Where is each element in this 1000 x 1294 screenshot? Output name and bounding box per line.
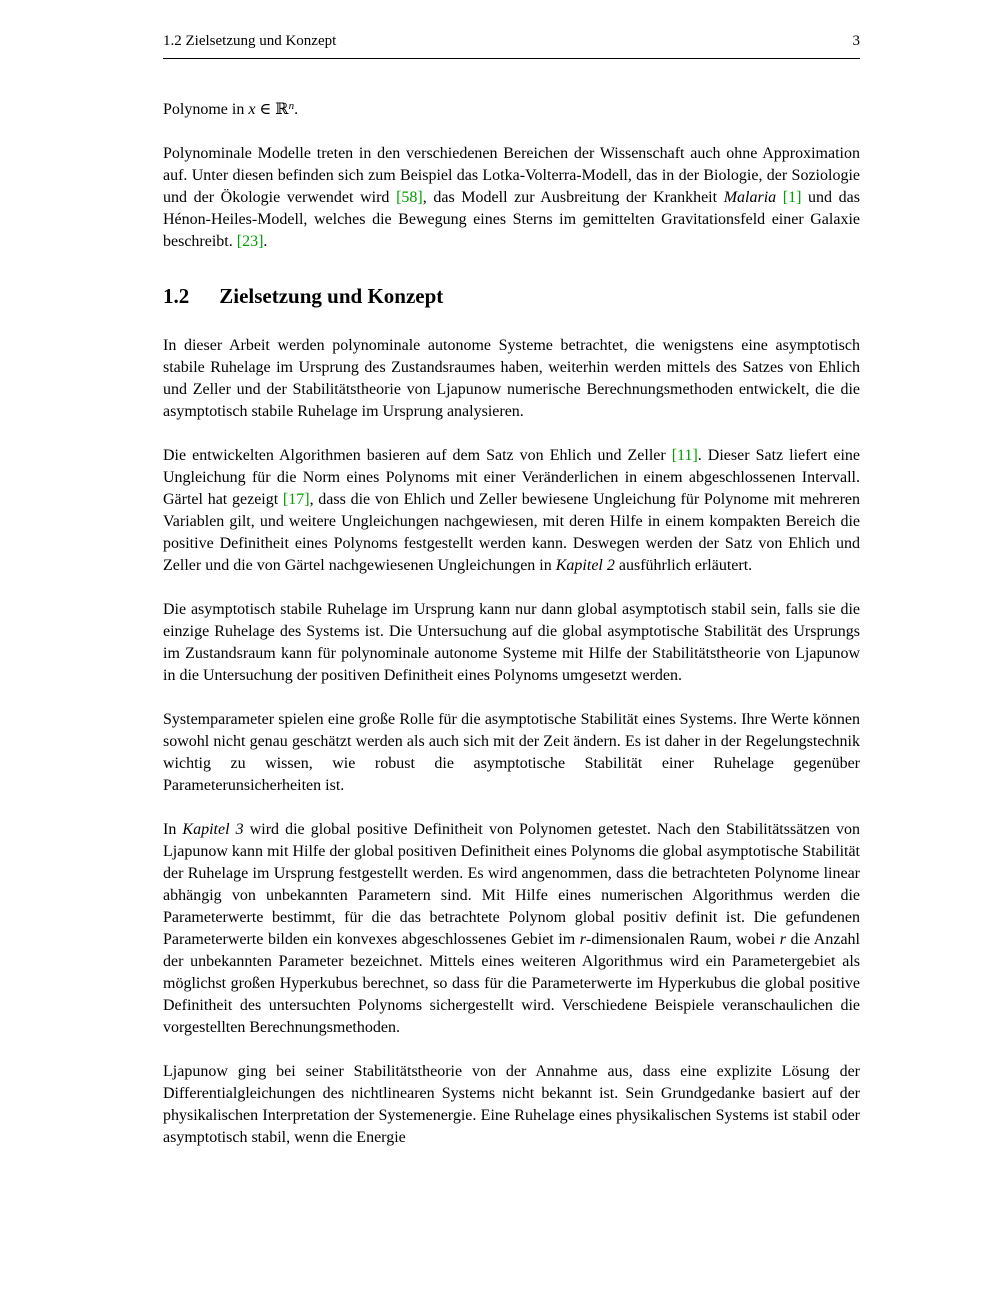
- math-variable: r: [779, 931, 786, 948]
- running-header: 1.2 Zielsetzung und Konzept: [163, 33, 337, 49]
- citation-link[interactable]: [23]: [236, 233, 264, 250]
- citation-link[interactable]: [58]: [396, 189, 423, 206]
- text-segment: die Anzahl der unbekannten Parameter bezeichnet. Mittels eines weiteren Algorithmus wird ein Parametergebiet als möglichst großen Hyperkubus berechnet, so dass für die Parameterwerte im Hyperkubus die global positive Definitheit des untersuchten Polynoms sichergestellt wird. Verschiedene Beispiele veranschaulichen die vorgestellten Berechnungsmethoden.: [163, 931, 860, 1036]
- section-title: Zielsetzung und Konzept: [219, 284, 444, 308]
- text-segment: -dimensionalen Raum, wobei: [586, 931, 780, 948]
- section-number: 1.2: [163, 284, 190, 308]
- page-header: [163, 30, 860, 59]
- emphasis-text: Kapitel 2: [555, 557, 615, 574]
- math-variable: r: [579, 931, 587, 948]
- text-segment: Die asymptotisch stabile Ruhelage im Ursprung kann nur dann global asymptotisch stabil sein, falls sie die einzige Ruhelage des Systems ist. Die Untersuchung auf die global asymptotische Stabilität des Ursprungs im Zustandsraum kann für polynominale autonome Systeme mit Hilfe der Stabilitätstheorie von Ljapunow in die Untersuchung der positiven Definitheit eines Polynoms umgesetzt werden.: [163, 601, 860, 684]
- body-paragraph: [163, 599, 860, 687]
- citation-link[interactable]: [17]: [282, 491, 310, 508]
- section-heading: [163, 283, 860, 309]
- text-segment: wird die global positive Definitheit von Polynomen getestet. Nach den Stabilitätssätzen von Ljapunow kann mit Hilfe der global positiven Definitheit eines Polynoms die global asymptotische Stabilität der Ruhelage im Ursprung festgestellt werden. Es wird angenommen, dass die betrachteten Polynome linear abhängig von unbekannten Parametern sind. Mit Hilfe eines numerischen Algorithmus werden die Parameterwerte bestimmt, für die das betrachtete Polynom global positiv definit ist. Die gefundenen Parameterwerte bilden ein konvexes abgeschlossenes Gebiet im: [163, 821, 861, 948]
- text-segment: Die entwickelten Algorithmen basieren auf dem Satz von Ehlich und Zeller: [163, 447, 672, 464]
- emphasis-text: Kapitel 3: [182, 821, 244, 838]
- math-variable: x: [248, 101, 256, 118]
- text-segment: Systemparameter spielen eine große Rolle für die asymptotische Stabilität eines Systems. Ihre Werte können sowohl nicht genau geschätzt werden als auch sich mit der Zeit ändern. Es ist daher in der Regelungstechnik wichtig zu wissen, wie robust die asymptotische Stabilität einer Ruhelage gegenüber Parameterunsicherheiten ist.: [163, 711, 860, 794]
- citation-link[interactable]: [11]: [671, 447, 698, 464]
- body-paragraph: [163, 1061, 860, 1149]
- page-body: [163, 99, 860, 1149]
- text-segment: und das Hénon-Heiles-Modell, welches die Bewegung eines Sterns im gemittelten Gravitationsfeld einer Galaxie beschreibt.: [163, 189, 861, 250]
- text-segment: . Dieser Satz liefert eine Ungleichung für die Norm eines Polynoms mit einer Veränderlichen in einem abgeschlossenen Intervall. Gärtel hat gezeigt: [163, 447, 861, 508]
- math-variable: n: [288, 100, 295, 112]
- text-segment: In: [163, 821, 183, 838]
- text-segment: Polynominale Modelle treten in den verschiedenen Bereichen der Wissenschaft auch ohne Approximation auf. Unter diesen befinden sich zum Beispiel das Lotka-Volterra-Modell, das in der Biologie, der Soziologie und der Ökologie verwendet wird: [163, 145, 860, 206]
- text-segment: ausführlich erläutert.: [614, 557, 753, 574]
- body-paragraph: [163, 143, 860, 253]
- body-paragraph: [163, 819, 860, 1039]
- text-segment: .: [294, 101, 299, 118]
- page-number: 3: [852, 33, 860, 49]
- text-segment: , das Modell zur Ausbreitung der Krankheit: [422, 189, 724, 206]
- body-paragraph: [163, 709, 860, 797]
- body-paragraph: [163, 99, 860, 121]
- text-segment: Ljapunow ging bei seiner Stabilitätstheorie von der Annahme aus, dass eine explizite Lösung der Differentialgleichungen des nichtlinearen Systems nicht bekannt ist. Sein Grundgedanke basiert auf der physikalischen Interpretation der Systemenergie. Eine Ruhelage eines physikalischen Systems ist stabil oder asymptotisch stabil, wenn die Energie: [163, 1063, 860, 1146]
- emphasis-text: Malaria: [723, 189, 777, 206]
- citation-link[interactable]: [1]: [782, 189, 802, 206]
- text-segment: [776, 189, 783, 206]
- body-paragraph: [163, 335, 860, 423]
- text-segment: .: [263, 233, 268, 250]
- body-paragraph: [163, 445, 860, 577]
- text-segment: , dass die von Ehlich und Zeller bewiesene Ungleichung für Polynome mit mehreren Variablen gilt, und weitere Ungleichungen nachgewiesen, mit deren Hilfe in einem kompakten Bereich die positive Definitheit eines Polynoms festgestellt werden kann. Deswegen werden der Satz von Ehlich und Zeller und die von Gärtel nachgewiesenen Ungleichungen in: [163, 491, 860, 574]
- text-segment: ∈ ℝ: [255, 101, 289, 118]
- text-segment: In dieser Arbeit werden polynominale autonome Systeme betrachtet, die wenigstens eine asymptotisch stabile Ruhelage im Ursprung des Zustandsraumes haben, weiterhin werden mittels des Satzes von Ehlich und Zeller und der Stabilitätstheorie von Ljapunow numerische Berechnungsmethoden entwickelt, die die asymptotisch stabile Ruhelage im Ursprung analysieren.: [163, 337, 860, 420]
- text-segment: Polynome in: [163, 101, 249, 118]
